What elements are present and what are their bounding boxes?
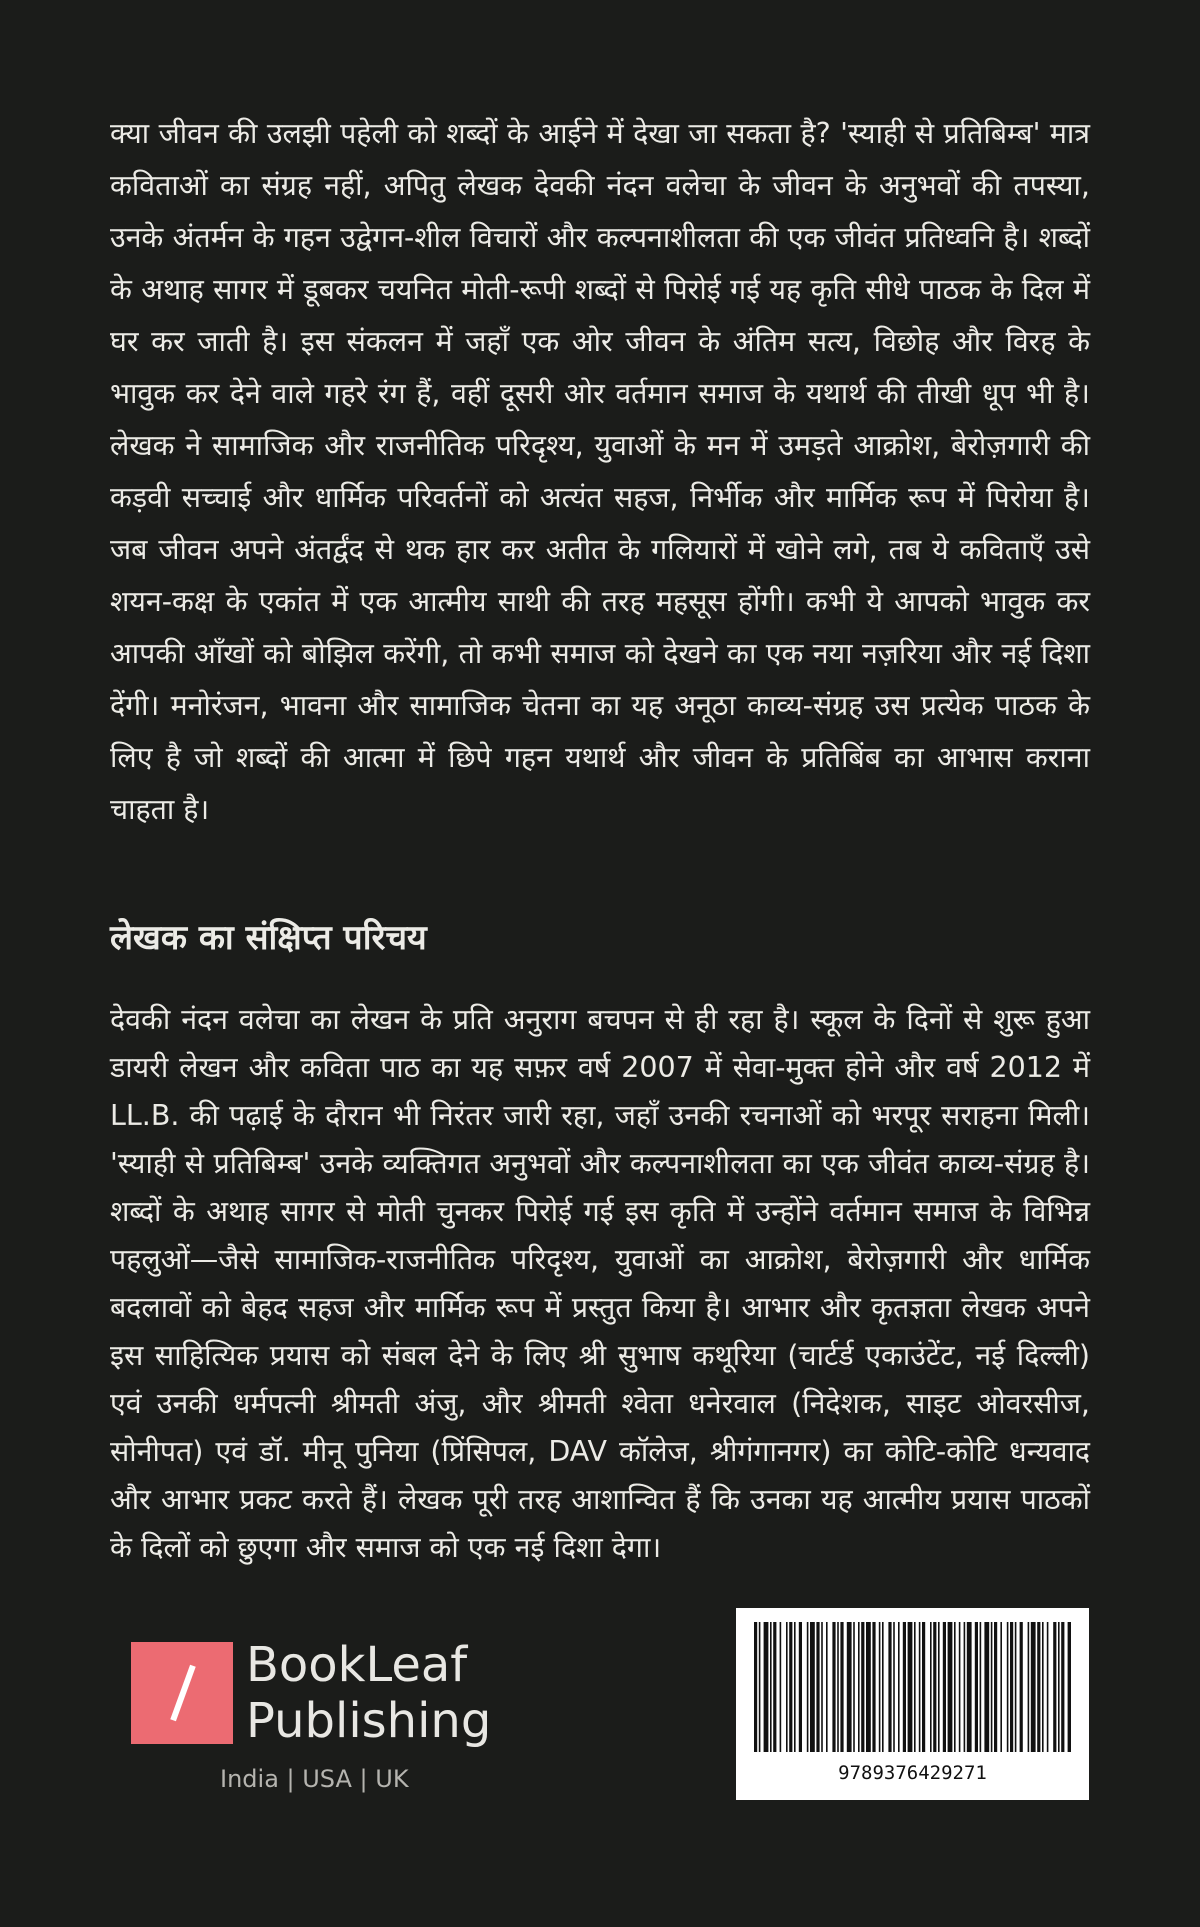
barcode-bar [794,1622,796,1752]
barcode-bar [959,1622,961,1752]
barcode-bar [807,1622,809,1752]
barcode-bar [847,1622,852,1752]
barcode-bar [759,1622,761,1752]
barcode-bar [930,1622,932,1752]
barcode-bar [1068,1622,1071,1752]
publisher-name [246,1637,491,1749]
blurb-text: क्या जीवन की उलझी पहेली को शब्दों के आईने में देखा जा सकता है? 'स्याही से प्रतिबिम्ब' मात्र कविताओं का संग्रह नहीं, अपितु लेखक देवकी नंदन वलेचा के जीवन के अनुभवों की तपस्या, उनके अंतर्मन के गहन उद्वेगन-शील विचारों और कल्पनाशीलता की एक जीवंत प्रतिध्वनि है। शब्दों के अथाह सागर में डूबकर चयनित मोती-रूपी शब्दों से पिरोई गई यह कृति सीधे पाठक के दिल में घर कर जाती है। इस संकलन में जहाँ एक ओर जीवन के अंतिम सत्य, विछोह और विरह के भावुक कर देने वाले गहरे रंग हैं, वहीं दूसरी ओर वर्तमान समाज के यथार्थ की तीखी धूप भी है। लेखक ने सामाजिक और राजनीतिक परिदृश्य, युवाओं के मन में उमड़ते आक्रोश, बेरोज़गारी की कड़वी सच्चाई और धार्मिक परिवर्तनों को अत्यंत सहज, निर्भीक और मार्मिक रूप में पिरोया है। जब जीवन अपने अंतर्द्वंद से थक हार कर अतीत के गलियारों में खोने लगे, तब ये कविताएँ उसे शयन-कक्ष के एकांत में एक आत्मीय साथी की तरह महसूस होंगी। कभी ये आपको भावुक कर आपकी आँखों को बोझिल करेंगी, तो कभी समाज को देखने का एक नया नज़रिया और नई दिशा देंगी। मनोरंजन, भावना और सामाजिक चेतना का यह अनूठा काव्य-संग्रह उस प्रत्येक पाठक के लिए है जो शब्दों की आत्मा में छिपे गहन यथार्थ और जीवन के प्रतिबिंब का आभास कराना चाहता है। [110,117,1090,826]
barcode-bar [1042,1622,1044,1752]
barcode-bar [967,1622,972,1752]
barcode-bar [853,1622,855,1752]
barcode-bar [1058,1622,1060,1752]
barcode-bar [984,1622,989,1752]
barcode-bar [780,1622,782,1752]
barcode-bar [938,1622,940,1752]
barcode-bar [1010,1622,1013,1752]
barcode-bar [816,1622,819,1752]
barcode-bar [879,1622,881,1752]
barcode-bar [964,1622,966,1752]
barcode-bar [914,1622,916,1752]
barcode-bar [933,1622,936,1752]
barcode-bar [872,1622,875,1752]
barcode-bar [943,1622,946,1752]
barcode-bar [954,1622,956,1752]
barcode-bar [1031,1622,1036,1752]
barcode-bars [736,1608,1089,1760]
barcode-bar [754,1622,757,1752]
publisher-regions: India | USA | UK [220,1765,409,1793]
barcode-bar [1037,1622,1040,1752]
barcode-bar [764,1622,769,1752]
barcode-bar [861,1622,864,1752]
bio-text: देवकी नंदन वलेचा का लेखन के प्रति अनुराग बचपन से ही रहा है। स्कूल के दिनों से शुरू हुआ डायरी लेखन और कविता पाठ का यह सफ़र वर्ष 2007 में सेवा-मुक्त होने और वर्ष 2012 में LL.B. की पढ़ाई के दौरान भी निरंतर जारी रहा, जहाँ उनकी रचनाओं को भरपूर सराहना मिली। 'स्याही से प्रतिबिम्ब' उनके व्यक्तिगत अनुभवों और कल्पनाशीलता का एक जीवंत काव्य-संग्रह है। शब्दों के अथाह सागर से मोती चुनकर पिरोई गई इस कृति में उन्होंने वर्तमान समाज के विभिन्न पहलुओं—जैसे सामाजिक-राजनीतिक परिदृश्य, युवाओं का आक्रोश, बेरोज़गारी और धार्मिक बदलावों को बेहद सहज और मार्मिक रूप में प्रस्तुत किया है। आभार और कृतज्ञता लेखक अपने इस साहित्यिक प्रयास को संबल देने के लिए श्री सुभाष कथूरिया (चार्टर्ड एकाउंटेंट, नई दिल्ली) एवं उनकी धर्मपत्नी श्रीमती अंजु, और श्रीमती श्वेता धनेरवाल (निदेशक, साइट ओवरसीज, सोनीपत) एवं डॉ. मीनू पुनिया (प्रिंसिपल, DAV कॉलेज, श्रीगंगानगर) का कोटि-कोटि धन्यवाद और आभार प्रकट करते हैं। लेखक पूरी तरह आशान्वित हैं कि उनका यह आत्मीय प्रयास पाठकों के दिलों को छुएगा और समाज को एक नई दिशा देगा। [110,1003,1090,1564]
barcode-bar [1020,1622,1023,1752]
publisher-logo [131,1637,551,1807]
barcode-bar [888,1622,891,1752]
barcode-bar [821,1622,823,1752]
barcode-bar [826,1622,828,1752]
barcode-bar [948,1622,953,1752]
publisher-name-line2: Publishing [246,1693,492,1749]
barcode-bar [1028,1622,1030,1752]
barcode-bar [773,1622,776,1752]
barcode-bar [840,1622,843,1752]
publisher-name-line1: BookLeaf [246,1637,468,1693]
barcode-bar [866,1622,871,1752]
barcode-bar [975,1622,978,1752]
barcode-bar [832,1622,835,1752]
barcode-bar [1053,1622,1056,1752]
barcode-bar [991,1622,993,1752]
barcode-bar [898,1622,900,1752]
barcode-bar [837,1622,839,1752]
barcode-bar [1047,1622,1049,1752]
barcode-bar [903,1622,906,1752]
barcode-bar [786,1622,788,1752]
barcode-bar [799,1622,802,1752]
slash-square-icon [131,1642,233,1744]
barcode-bar [893,1622,895,1752]
barcode-bar [1015,1622,1017,1752]
barcode [736,1608,1089,1800]
barcode-bar [1007,1622,1009,1752]
barcode-bar [994,1622,997,1752]
barcode-bar [922,1622,925,1752]
barcode-bar [1000,1622,1002,1752]
barcode-bar [858,1622,860,1752]
barcode-bar [810,1622,815,1752]
isbn-number: 9789376429271 [838,1762,987,1784]
bio-heading: लेखक का संक्षिप्त परिचय [110,918,427,958]
barcode-bar [789,1622,792,1752]
barcode-bar [919,1622,921,1752]
barcode-bar [1061,1622,1064,1752]
barcode-bar [770,1622,772,1752]
barcode-bar [908,1622,913,1752]
barcode-bar [980,1622,982,1752]
barcode-bar [882,1622,884,1752]
